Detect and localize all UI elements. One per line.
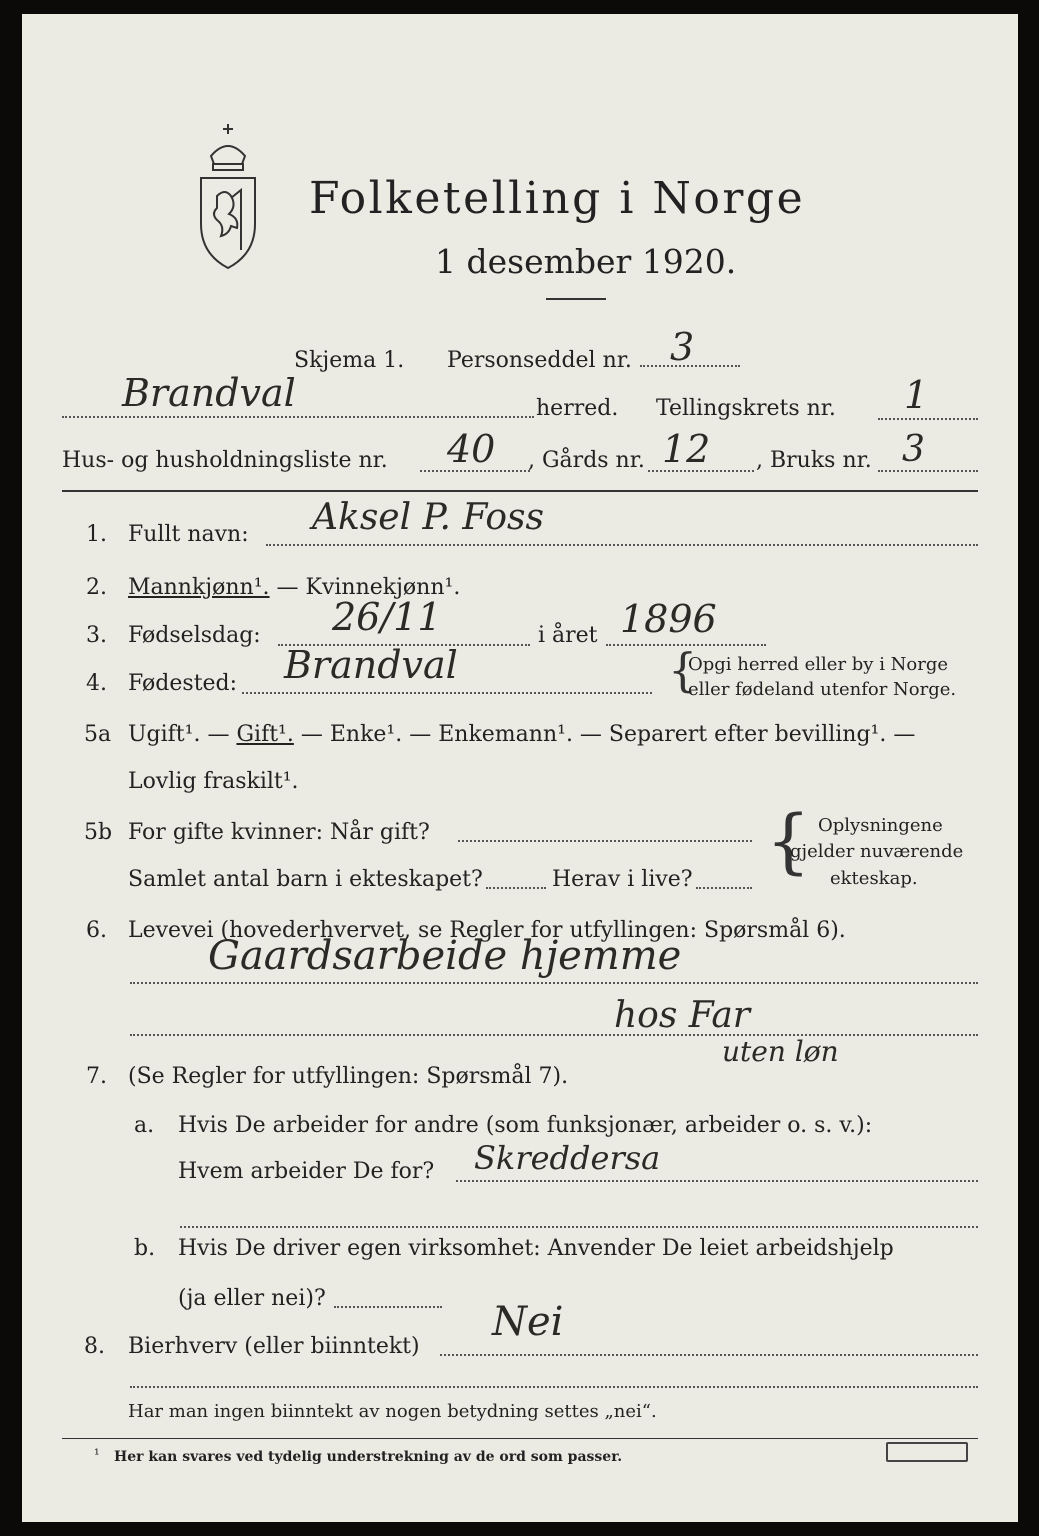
q5b-alive-field [696,887,752,889]
herred-label: herred. [536,396,619,421]
q3-label: Fødselsdag: [128,623,261,648]
q7b-letter: b. [134,1236,156,1261]
q8-number: 8. [84,1334,105,1359]
q4-field [242,692,652,694]
gards-label: , Gårds nr. [528,448,645,473]
q5a-gift-underlined: Gift¹. [236,722,294,747]
q5b-brace: { [766,800,811,882]
personseddel-label: Personseddel nr. [447,348,632,373]
biinntekt-note: Har man ingen biinntekt av nogen betydning settes „nei“. [128,1401,657,1422]
schema-label: Skjema 1. [294,348,405,373]
bruks-field [878,470,978,472]
q5b-note-1: Oplysningene [818,815,943,836]
q2-male-underlined: Mannkjønn¹. [128,575,270,600]
q5b-line-1: For gifte kvinner: Når gift? [128,820,430,845]
q5b-note-3: ekteskap. [830,868,918,889]
q2-rest: — Kvinnekjønn¹. [276,575,461,600]
q7-label: (Se Regler for utfyllingen: Spørsmål 7). [128,1064,569,1089]
q5a-ugift: Ugift¹. — [128,722,230,747]
hus-label: Hus- og husholdningsliste nr. [62,448,388,473]
q3-value: 26/11 [332,595,442,639]
q5a-number: 5a [84,722,112,747]
q8-field-2 [130,1386,978,1388]
form-title: Folketelling i Norge [309,173,806,224]
q1-value: Aksel P. Foss [312,497,544,538]
hus-value: 40 [447,427,496,471]
header-rule [62,490,978,492]
personseddel-value: 3 [670,325,695,369]
q7a-field-2 [180,1226,978,1228]
q8-field [440,1354,978,1356]
q7-number: 7. [86,1064,107,1089]
tellingskrets-field [878,418,978,420]
q4-brace: { [668,643,698,697]
q6-number: 6. [86,918,107,943]
q7b-field [334,1306,442,1308]
q8-label: Bierhverv (eller biinntekt) [128,1334,420,1359]
q3-year-label: i året [538,623,598,648]
q5b-line-2a: Samlet antal barn i ekteskapet? [128,867,483,892]
norwegian-coat-of-arms-icon [187,118,269,278]
q7a-field [456,1180,978,1182]
q4-note-2: eller fødeland utenfor Norge. [688,679,957,700]
q7a-line-2: Hvem arbeider De for? [178,1159,435,1184]
herred-value: Brandval [122,371,296,415]
herred-field [62,416,534,418]
q1-field [266,544,978,546]
census-form [22,14,1018,1522]
bruks-value: 3 [902,429,925,470]
q7b-line-1: Hvis De driver egen virksomhet: Anvender De leiet arbeidshjelp [178,1236,894,1261]
q5b-children-field [486,887,546,889]
printer-stamp-icon [886,1442,968,1462]
q5b-number: 5b [84,820,113,845]
q5a-line-1 [128,724,915,746]
q4-note-1: Opgi herred eller by i Norge [688,654,949,675]
tellingskrets-value: 1 [904,373,929,417]
q8-value: Nei [492,1299,564,1345]
q4-number: 4. [86,671,107,696]
q5b-married-field [458,840,752,842]
q6-field-1 [130,982,978,984]
q7b-line-2: (ja eller nei)? [178,1286,326,1311]
footnote-mark: ¹ [94,1447,100,1463]
q6-value-2: hos Far [614,995,750,1036]
title-divider [546,298,606,300]
census-date: 1 desember 1920. [435,242,737,281]
q7a-letter: a. [134,1113,155,1138]
q6-label: Levevei (hovederhvervet, se Regler for utfyllingen: Spørsmål 6). [128,918,846,943]
q4-label: Fødested: [128,671,238,696]
q3-year-value: 1896 [620,597,717,641]
footnote-rule [62,1438,978,1439]
bruks-label: , Bruks nr. [756,448,872,473]
q6-value-1: Gaardsarbeide hjemme [208,933,682,979]
q5b-note-2: gjelder nuværende [790,841,964,862]
q5a-rest: — Enke¹. — Enkemann¹. — Separert efter bevilling¹. — [300,722,916,747]
q7a-line-1: Hvis De arbeider for andre (som funksjonær, arbeider o. s. v.): [178,1113,873,1138]
q5a-line-2: Lovlig fraskilt¹. [128,769,299,794]
q1-label: Fullt navn: [128,522,249,547]
gards-value: 12 [662,427,711,471]
q4-value: Brandval [284,643,458,687]
q6-value-3: uten løn [722,1035,839,1068]
q2-number: 2. [86,575,107,600]
q1-number: 1. [86,522,107,547]
footnote: Her kan svares ved tydelig understrekning av de ord som passer. [114,1449,623,1465]
q7a-value: Skreddersa [474,1139,661,1177]
q6-field-2 [130,1034,978,1036]
tellingskrets-label: Tellingskrets nr. [656,396,836,421]
q3-number: 3. [86,623,107,648]
q5b-line-2b: Herav i live? [552,867,693,892]
